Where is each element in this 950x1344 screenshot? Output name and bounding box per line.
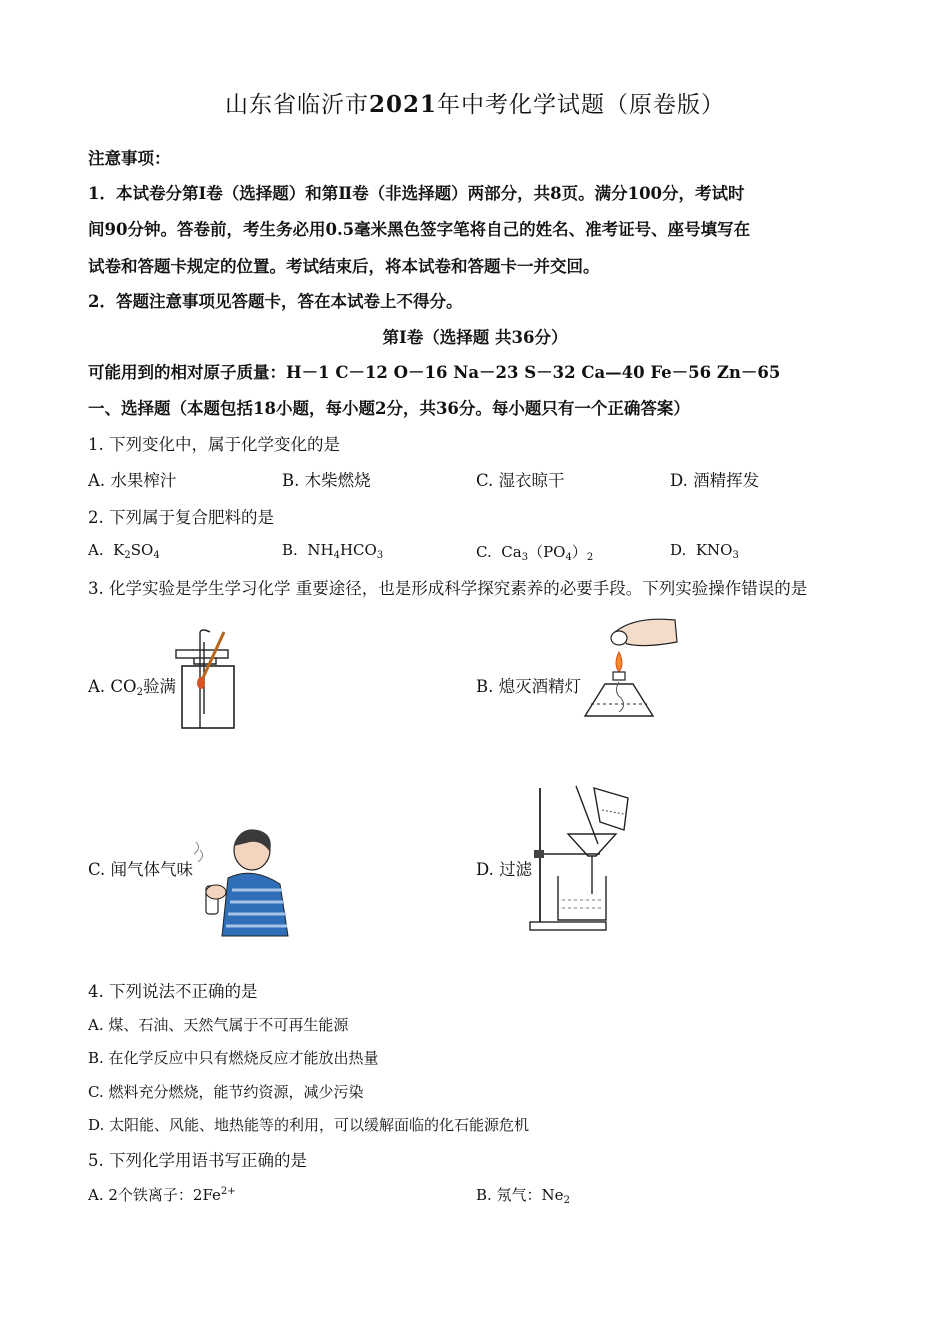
q1-option-b: B. 木柴燃烧 (282, 471, 371, 490)
page-title: 山东省临沂市2021年中考化学试题（原卷版） (224, 91, 725, 118)
notice-item-1-line-1: 1．本试卷分第Ⅰ卷（选择题）和第Ⅱ卷（非选择题）两部分，共8页。满分100分，考试时 (88, 184, 745, 203)
notice-item-2: 2．答题注意事项见答题卡，答在本试卷上不得分。 (88, 292, 463, 311)
q1-stem: 1. 下列变化中，属于化学变化的是 (88, 435, 340, 454)
q2-option-c: C. $Ca_3(PO_4)_2$ (476, 543, 594, 563)
q1-option-c: C. 湿衣晾干 (476, 471, 565, 490)
q3-option-b: B. 熄灭酒精灯 (476, 677, 582, 696)
q3-option-a: A. $CO_2$验满 (88, 677, 176, 698)
q3-option-d: D. 过滤 (476, 860, 533, 879)
q2-option-d: D. $KNO_3$ (670, 541, 739, 561)
section-title: 第Ⅰ卷（选择题 共36分） (382, 328, 568, 347)
notice-item-1-line-3: 试卷和答题卡规定的位置。考试结束后，将本试卷和答题卡一并交回。 (88, 257, 600, 276)
q5-option-a: A. 2个铁离子：$2Fe^{2+}$ (88, 1186, 236, 1204)
part-heading: 一、选择题（本题包括18小题，每小题2分，共36分。每小题只有一个正确答案） (88, 399, 690, 418)
q4-option-b: B. 在化学反应中只有燃烧反应才能放出热量 (88, 1049, 379, 1067)
q4-option-d: D. 太阳能、风能、地热能等的利用，可以缓解面临的化石能源危机 (88, 1116, 530, 1134)
q1-option-d: D. 酒精挥发 (670, 471, 760, 490)
filtration-illustration (528, 782, 640, 934)
alcohol-lamp-illustration (575, 612, 685, 732)
smelling-gas-illustration (188, 826, 298, 938)
q5-option-b: B. 氖气：$Ne_2$ (476, 1186, 570, 1206)
q1-option-a: A. 水果榨汁 (88, 471, 177, 490)
q2-option-a: A. $K_2SO_4$ (88, 541, 160, 561)
q2-stem: 2. 下列属于复合肥料的是 (88, 508, 274, 527)
q4-option-a: A. 煤、石油、天然气属于不可再生能源 (88, 1016, 349, 1034)
q3-option-c: C. 闻气体气味 (88, 860, 194, 879)
atomic-masses: 可能用到的相对原子质量：H－1 C－12 O－16 Na－23 S－32 Ca—40 Fe－56 Zn－65 (88, 363, 781, 382)
notice-heading: 注意事项： (88, 149, 171, 168)
q4-stem: 4. 下列说法不正确的是 (88, 982, 258, 1001)
q3-stem: 3. 化学实验是学生学习化学 重要途径，也是形成科学探究素养的必要手段。下列实验操作错误的是 (88, 579, 808, 598)
q4-option-c: C. 燃料充分燃烧，能节约资源，减少污染 (88, 1083, 364, 1101)
notice-item-1-line-2: 间90分钟。答卷前，考生务必用0.5毫米黑色签字笔将自己的姓名、准考证号、座号填写在 (88, 220, 751, 239)
q5-stem: 5. 下列化学用语书写正确的是 (88, 1151, 307, 1170)
co2-gas-bottle-illustration (172, 628, 242, 733)
q2-option-b: B. $NH_4HCO_3$ (282, 541, 384, 561)
